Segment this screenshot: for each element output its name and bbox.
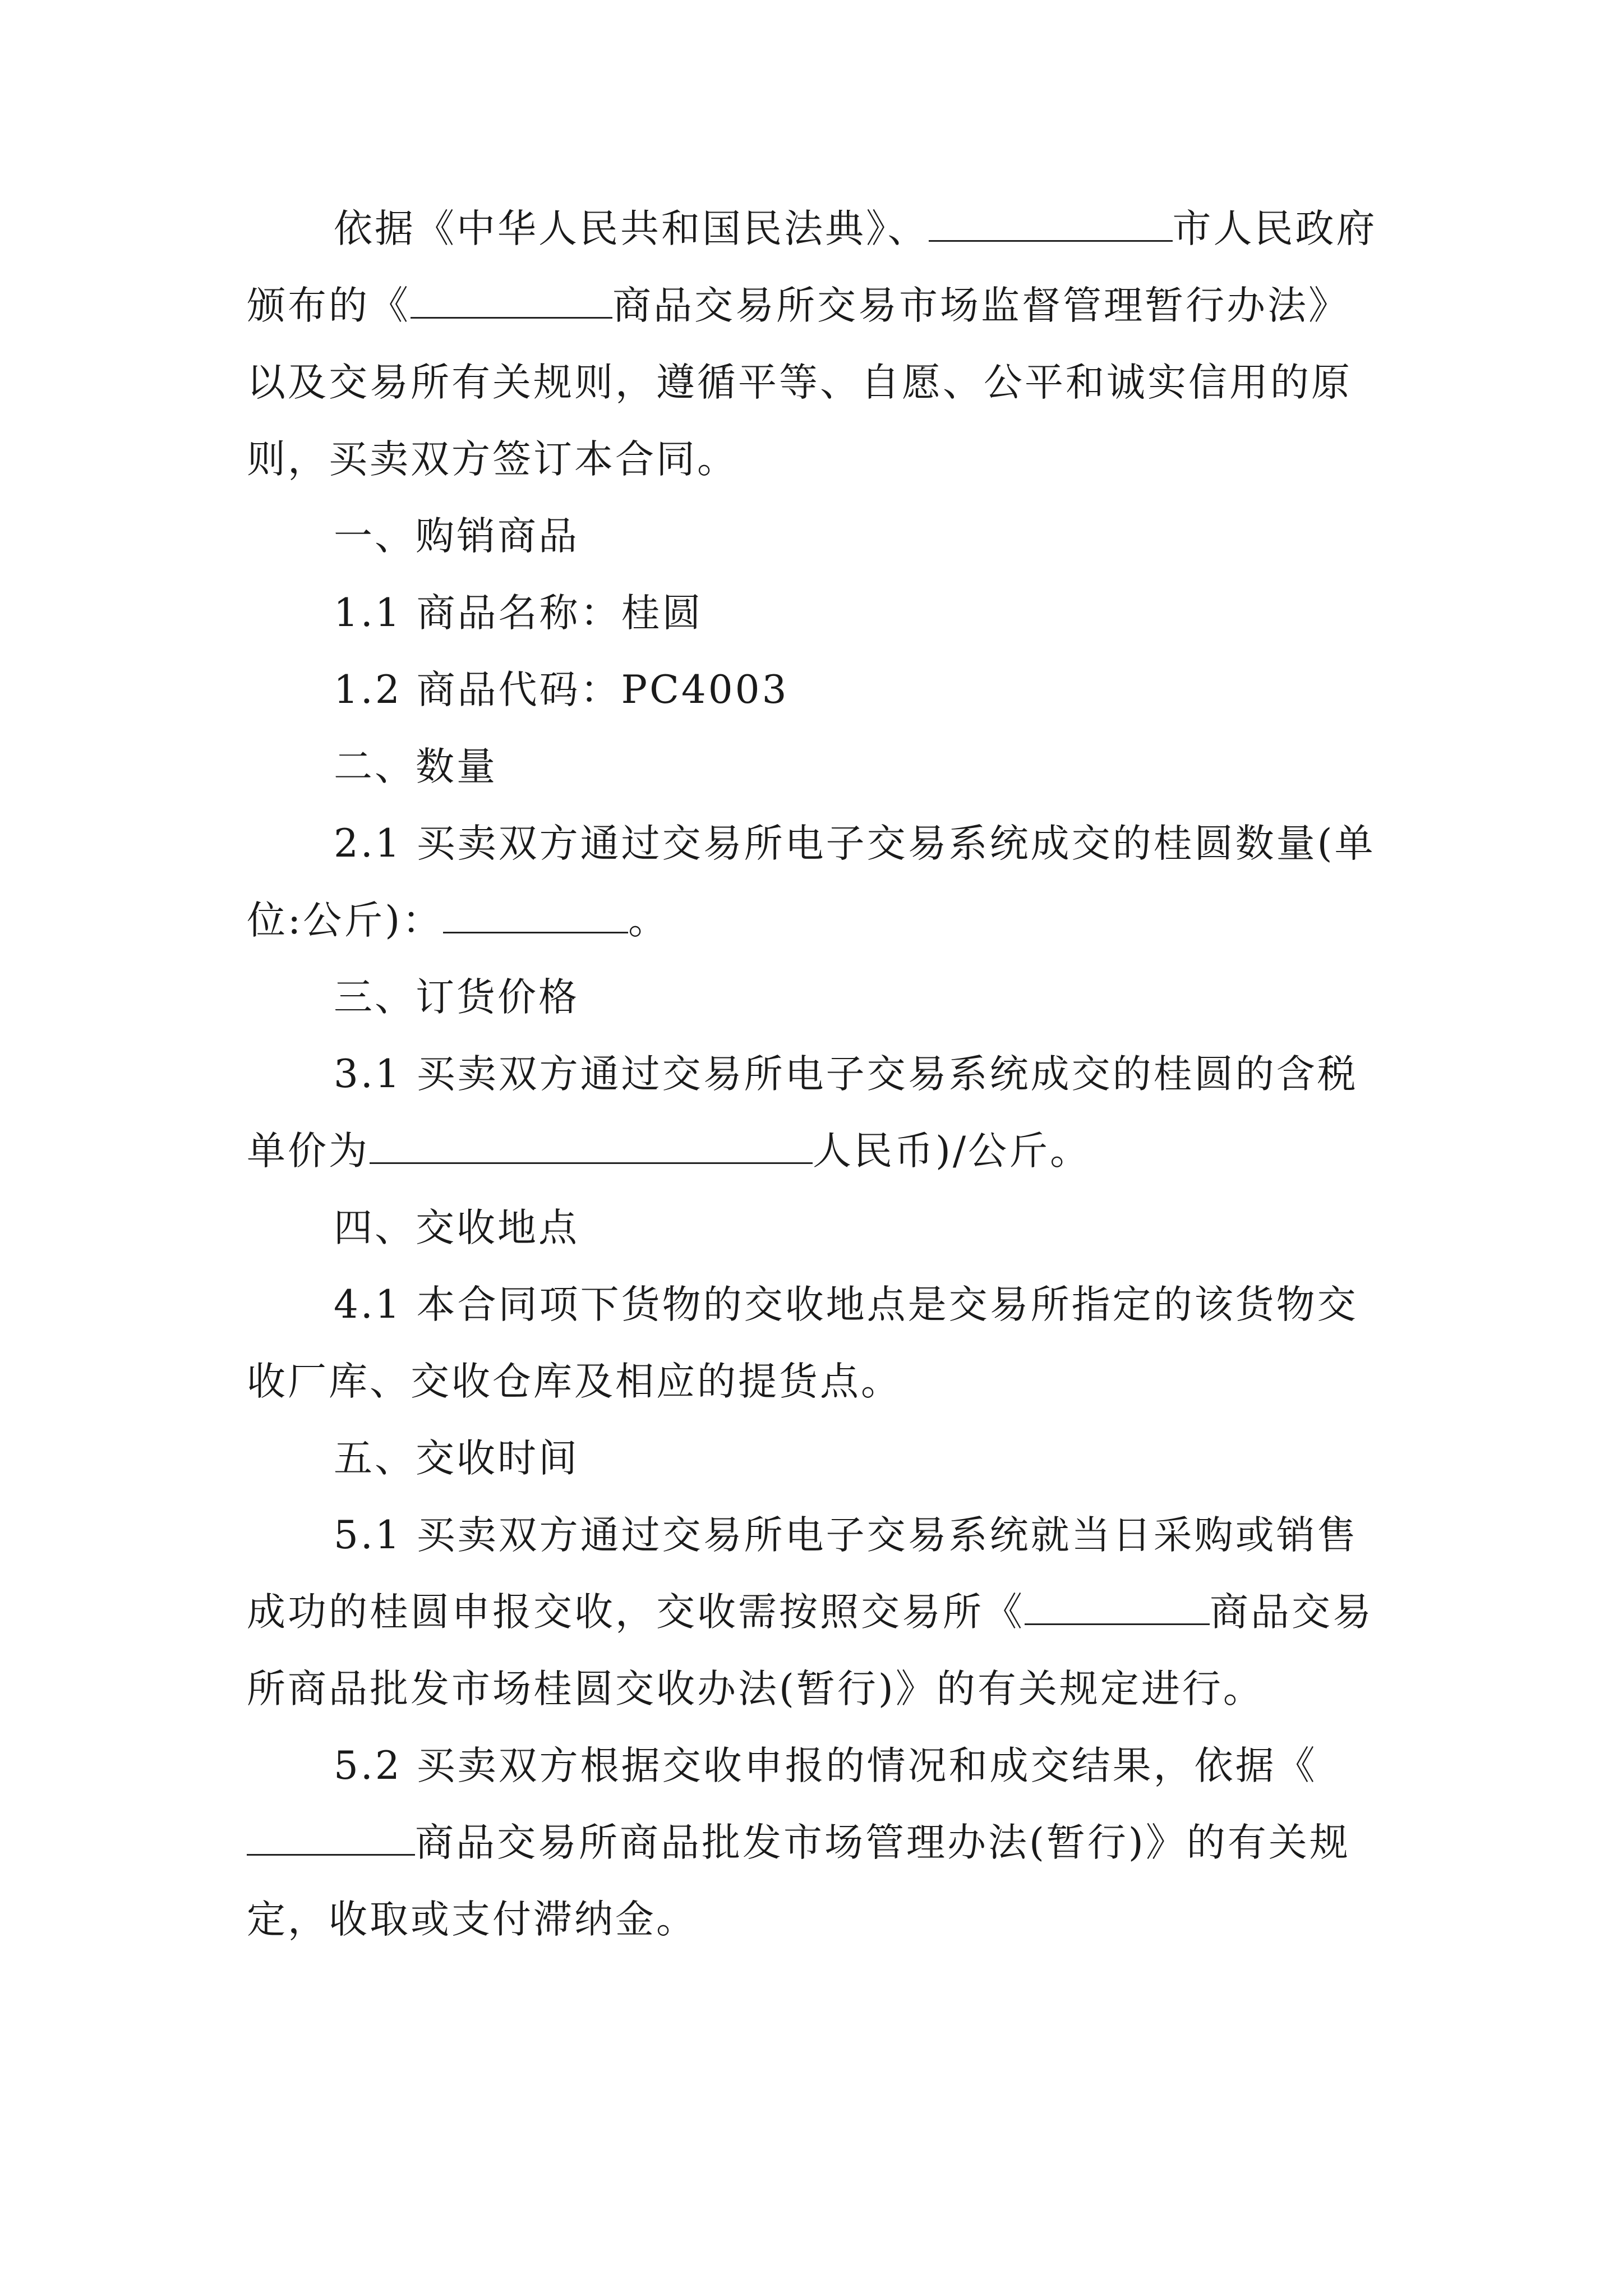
clause-2-1-text-b: 。 [628,898,670,943]
quantity-blank[interactable] [443,898,628,933]
section-5-heading: 五、交收时间 [334,1436,579,1481]
preamble-text-b: 市人民政府颁布的《 [247,206,1377,328]
clause-3-1-text-b: 人民币)/公斤。 [813,1129,1091,1174]
city-blank[interactable] [929,206,1173,242]
clause-3-1 [247,1036,1385,1190]
preamble-paragraph [247,191,1385,498]
clause-3-1-text-a: 3.1 买卖双方通过交易所电子交易系统成交的桂圆的含税单价为 [247,1052,1358,1174]
clause-2-1-text-a: 2.1 买卖双方通过交易所电子交易系统成交的桂圆数量(单位:公斤)： [247,821,1376,943]
unit-price-blank[interactable] [370,1129,813,1164]
preamble-text-c: 商品交易所交易市场监督管理暂行办法》以及交易所有关规则，遵循平等、自愿、公平和诚实信用的原则，买卖双方签订本合同。 [247,283,1352,482]
contract-page [247,191,1385,1958]
exchange-name-blank[interactable] [411,283,612,319]
clause-5-1-text-b: 商品交易所商品批发市场桂圆交收办法(暂行)》的有关规定进行。 [247,1590,1373,1711]
clause-5-2 [247,1728,1385,1958]
clause-1-1: 1.1 商品名称：桂圆 [334,591,703,636]
section-1-heading: 一、购销商品 [334,514,579,559]
preamble-text-a: 依据《中华人民共和国民法典》、 [334,206,929,251]
section-4-heading: 四、交收地点 [334,1205,579,1250]
clause-4-1: 4.1 本合同项下货物的交收地点是交易所指定的该货物交收厂库、交收仓库及相应的提货点。 [247,1282,1358,1404]
delivery-exchange-blank[interactable] [1025,1590,1210,1625]
clause-5-1 [247,1497,1385,1728]
section-3-heading: 三、订货价格 [334,975,579,1020]
clause-2-1 [247,806,1385,959]
clause-5-2-text-b: 商品交易所商品批发市场管理办法(暂行)》的有关规定，收取或支付滞纳金。 [247,1820,1350,1942]
section-2-heading: 二、数量 [334,744,497,789]
management-exchange-blank[interactable] [247,1820,415,1856]
clause-5-2-text-a: 5.2 买卖双方根据交收申报的情况和成交结果，依据《 [334,1743,1317,1788]
clause-5-1-text-a: 5.1 买卖双方通过交易所电子交易系统就当日采购或销售成功的桂圆申报交收，交收需按照交易所《 [247,1513,1358,1635]
clause-1-2: 1.2 商品代码：PC4003 [334,668,789,712]
